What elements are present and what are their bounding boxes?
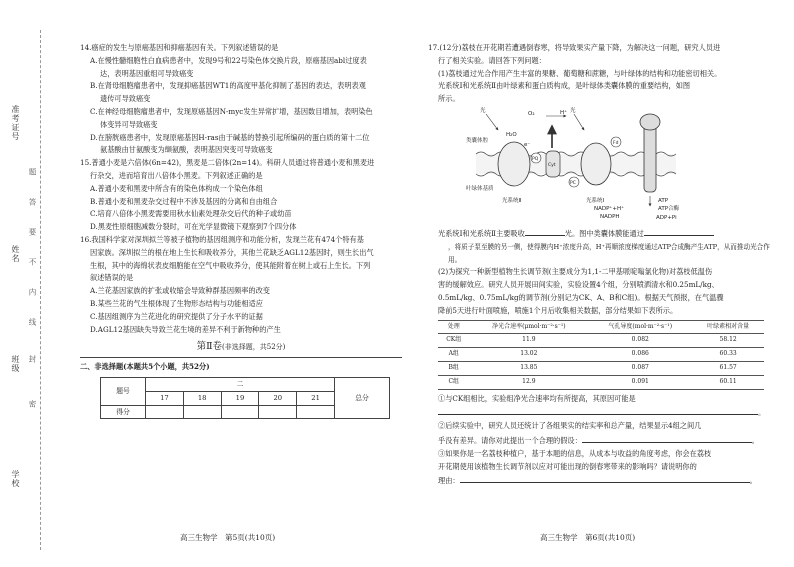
section-2-subtitle: (非选择题，共52分) <box>222 343 286 352</box>
diagram-label-psi: 光系统Ⅰ <box>586 197 605 204</box>
photosystem-i-shape <box>581 143 611 185</box>
blank-line[interactable] <box>644 226 714 236</box>
table-cell: B组 <box>438 361 469 375</box>
diagram-label-o2: O₂ <box>528 110 535 117</box>
q17-sub1: ①与CK组相比，实验组净光合速率均有所提高，其原因可能是 <box>438 393 636 403</box>
q17-fill-1 <box>428 226 772 241</box>
q17-sub1-answer <box>428 405 772 420</box>
q15-option-a: A.普通小麦和黑麦中所含有的染色体构成一个染色体组 <box>90 183 263 193</box>
q16-stem-cont: 因家族。深圳拟兰的根在地上生长和吸收养分，其他兰花缺乏AGL12基因时，则生长出气 <box>90 247 374 257</box>
q16-option-b: B.某些兰花的气生根体现了生物形态结构与功能相适应 <box>90 298 263 308</box>
margin-label-class: 班级 <box>11 355 20 373</box>
margin-label-school: 学校 <box>11 470 20 488</box>
table-cell: 58.12 <box>692 334 764 348</box>
seal-char: 线 <box>28 318 37 327</box>
diagram-label-fd: Fd <box>613 140 619 146</box>
q17-part1: (1)荔枝通过光合作用产生丰富的果糖、葡萄糖和蔗糖，与叶绿体的结构和功能密切相关。 <box>438 68 722 78</box>
page-5-footer: 高三生物学 第5页(共10页) <box>180 533 276 542</box>
page-6-footer: 高三生物学 第6页(共10页) <box>540 533 636 542</box>
period: 。 <box>751 435 759 445</box>
q17-sub2-text: 乎没有差异。请你对此提出一个合理的假设： <box>438 435 582 445</box>
results-table <box>438 320 764 390</box>
table-cell: 60.11 <box>692 375 764 389</box>
score-cell[interactable] <box>183 405 221 419</box>
score-qnum: 18 <box>183 391 221 405</box>
diagram-label-atp: ATP <box>658 197 669 204</box>
q17-part1-cont: 光系统Ⅰ和光系统Ⅱ由叶绿素和蛋白质构成，是叶绿体类囊体膜的重要结构，如图 <box>438 81 691 91</box>
seal-char: 封 <box>28 355 37 364</box>
table-cell: 0.091 <box>588 375 692 389</box>
score-qnum: 17 <box>146 391 184 405</box>
table-header: 处理 <box>438 320 469 334</box>
q14-option-a: A.在慢性髓细胞性白血病患者中，发现9号和22号染色体交换片段，原癌基因abl过度表 <box>90 55 367 65</box>
q17-stem-cont: 行了相关实验。请回答下列问题： <box>438 55 546 65</box>
q17-sub3: ③如果你是一名荔枝种植户，基于本题的信息，从成本与收益的角度考虑，你会在荔枝 <box>438 448 712 458</box>
table-row <box>438 334 764 348</box>
table-cell: 13.02 <box>469 348 588 362</box>
page-5-column <box>80 42 402 419</box>
blank-line[interactable] <box>582 433 752 443</box>
score-cell[interactable] <box>259 405 297 419</box>
q16-option-c: C.基因组测序为兰花进化的研究提供了分子水平的证据 <box>90 311 263 321</box>
score-cell[interactable] <box>146 405 184 419</box>
table-cell: 0.087 <box>588 361 692 375</box>
q17-sub2: ②后续实验中，研究人员还统计了各组果实的结实率和总产量，结果显示4组之间几 <box>438 421 702 431</box>
section-2-heading <box>80 341 402 354</box>
blank-line[interactable] <box>460 473 750 483</box>
q17-part2-cont: 0.5mL/kg、0.75mL/kg的调节剂(分别记为CK、A、B和C组)。根据天气预报，在气温骤 <box>438 292 724 302</box>
section-2-title: 第Ⅱ卷 <box>196 341 223 353</box>
blank-line[interactable] <box>438 405 758 415</box>
diagram-label-atp-synthase: ATP合酶 <box>658 205 680 212</box>
table-cell: 11.9 <box>469 334 588 348</box>
q17-sub3-reason-label: 理由： <box>438 476 460 486</box>
diagram-label-e: e⁻ <box>524 141 531 148</box>
diagram-label-light: 光 <box>480 107 486 114</box>
q17-stem: 17.(12分)荔枝在开花期若遭遇倒春寒，将导致果实产量下降，为解决这一问题，研究人员进 <box>428 43 721 52</box>
q17-part2: (2)为探究一种新型植物生长调节剂(主要成分为1,1-二甲基哌啶嗡氯化物)对荔枝低温伤 <box>438 267 713 277</box>
table-header: 叶绿素相对含量 <box>692 320 764 334</box>
table-cell: 13.85 <box>469 361 588 375</box>
q16-stem: 16.我国科学家对深圳拟兰等被子植物的基因组测序和功能分析，发现兰花有474个特有基 <box>80 234 364 244</box>
q15-option-b: B.普通小麦和黑麦杂交过程中不涉及基因的分离和自由组合 <box>90 196 278 206</box>
q17-fill-1-text: 光系统Ⅰ和光系统Ⅱ主要吸收 <box>438 228 525 238</box>
q16-option-d: D.AGL12基因缺失导致兰花生境的差异不利于新物种的产生 <box>90 324 281 334</box>
blank-line[interactable] <box>525 226 565 236</box>
diagram-label-stroma: 叶绿体基质 <box>466 185 494 192</box>
table-cell: C组 <box>438 375 469 389</box>
q14-option-c: C.在神经母细胞瘤患者中，发现原癌基因N-myc发生异常扩增，基因数目增加，表明染色 <box>90 106 373 116</box>
diagram-label-cyt: Cyt <box>548 162 556 168</box>
q17-sub3-cont: 开花期使用该植物生长调节剂以应对可能出现的倒春寒带来的影响吗？请说明你的 <box>438 461 697 471</box>
q17-fill-1-text-b: 光。图中类囊体膜能通过 <box>564 228 644 238</box>
q17-fill-2: ，将质子泵至膜的另一侧，使得膜内H⁺浓度升高，H⁺再顺浓度梯度通过ATP合成酶产生ATP，从而推动光合作用。 <box>448 242 770 264</box>
table-cell: CK组 <box>438 334 469 348</box>
diagram-label-pq: PQ <box>532 156 539 162</box>
diagram-label-nadp: NADP⁺+H⁺ <box>594 205 624 212</box>
margin-label-name: 姓名 <box>11 245 20 263</box>
score-row-label: 得分 <box>101 405 146 419</box>
score-table <box>100 377 390 419</box>
binding-margin <box>0 0 62 567</box>
q14-option-d-cont: 氨基酸由甘氨酸变为缬氨酸，表明基因突变可导致癌变 <box>100 145 273 155</box>
atp-synthase-shape <box>644 124 656 192</box>
q14-option-a-cont: 达，表明基因重组可导致癌变 <box>100 68 194 78</box>
diagram-label-pc: PC <box>570 180 576 186</box>
photosystem-ii-shape <box>498 142 530 186</box>
q17-sub3-answer <box>428 473 772 488</box>
score-cell[interactable] <box>297 405 335 419</box>
q15-stem-cont: 行杂交，进而培育出八倍体小黑麦。下列叙述正确的是 <box>90 170 263 180</box>
margin-label-exam-id: 准考证号 <box>11 105 20 141</box>
table-cell: 0.086 <box>588 348 692 362</box>
table-cell: 0.082 <box>588 334 692 348</box>
period: 。 <box>758 408 766 418</box>
score-qnum: 20 <box>259 391 297 405</box>
q17-part1-cont: 所示。 <box>438 94 460 104</box>
table-header: 净光合速率(μmol·m⁻²·s⁻¹) <box>469 320 588 334</box>
seal-dashed-line <box>40 30 41 550</box>
score-qnum: 19 <box>221 391 259 405</box>
q16-stem-cont: 生根，其中的海绵状表皮细胞能在空气中吸收养分，使其能附着在树上或石上生长。下列 <box>90 260 371 270</box>
diagram-label-h2o: H₂O <box>506 131 517 138</box>
diagram-label-adp: ADP+Pi <box>656 214 677 221</box>
diagram-label-light: 光 <box>570 107 576 114</box>
q14-option-b-cont: 遗传可导致癌变 <box>100 94 151 104</box>
q14-stem: 14.癌症的发生与原癌基因和抑癌基因有关。下列叙述错误的是 <box>80 43 279 52</box>
diagram-label-lumen: 类囊体腔 <box>466 137 489 144</box>
table-cell: 61.57 <box>692 361 764 375</box>
table-row <box>438 348 764 362</box>
part-2-heading: 二、非选择题(本题共5个小题，共52分) <box>80 362 210 372</box>
q15-option-d: D.黑麦性原细胞减数分裂时，可在光学显微镜下观察到7个四分体 <box>90 222 297 232</box>
seal-char: 答 <box>28 198 37 207</box>
q14-option-c-cont: 体变异可导致癌变 <box>100 119 158 129</box>
table-header: 气孔导度(mol·m⁻²·s⁻¹) <box>588 320 692 334</box>
diagram-label-h: H⁺ <box>560 109 568 116</box>
seal-char: 题 <box>28 168 37 177</box>
score-qnum: 21 <box>297 391 335 405</box>
q16-stem-cont: 叙述错误的是 <box>90 273 134 283</box>
score-header-part: 二 <box>146 377 335 391</box>
page-6-column <box>428 42 772 488</box>
q14-option-b: B.在肾母细胞瘤患者中，发现抑癌基因WT1的高度甲基化抑制了基因的表达，表明表观 <box>90 81 366 91</box>
thylakoid-membrane-diagram <box>466 106 686 224</box>
table-row <box>438 375 764 389</box>
table-cell: A组 <box>438 348 469 362</box>
diagram-label-psii: 光系统Ⅱ <box>502 197 522 204</box>
score-cell[interactable] <box>221 405 259 419</box>
seal-char: 内 <box>28 288 37 297</box>
diagram-label-nadph: NADPH <box>600 213 620 220</box>
q15-stem: 15.普通小麦是六倍体(6n=42)，黑麦是二倍体(2n=14)。科研人员通过将普通小麦和黑麦进 <box>80 158 375 168</box>
q15-option-c: C.培育八倍体小黑麦需要用秋水仙素处理杂交后代的种子或幼苗 <box>90 209 292 219</box>
seal-char: 不 <box>28 258 37 267</box>
table-cell: 12.9 <box>469 375 588 389</box>
q14-option-d: D.在膀胱癌患者中，发现原癌基因H-ras由于碱基的替换引起所编码的蛋白质的第十二位 <box>90 132 370 142</box>
q17-part2-cont: 降前5天进行叶面喷施，喷施1个月后收集相关数据，部分结果如下表所示。 <box>438 305 678 315</box>
table-row <box>438 361 764 375</box>
q16-option-a: A.兰花基因家族的扩张或收缩会导致种群基因频率的改变 <box>90 286 270 296</box>
table-cell: 60.33 <box>692 348 764 362</box>
q17-sub2-cont <box>428 433 772 448</box>
period: 。 <box>749 476 757 486</box>
score-header-question: 题号 <box>101 377 146 405</box>
seal-char: 要 <box>28 228 37 237</box>
q17-part2-cont: 害的缓解效应。研究人员开展田间实验，实验设置4个组，分别喷洒清水和0.25mL/kg、 <box>438 280 719 290</box>
seal-char: 密 <box>28 400 37 409</box>
divider <box>80 357 402 358</box>
score-header-total: 总分 <box>335 377 390 418</box>
